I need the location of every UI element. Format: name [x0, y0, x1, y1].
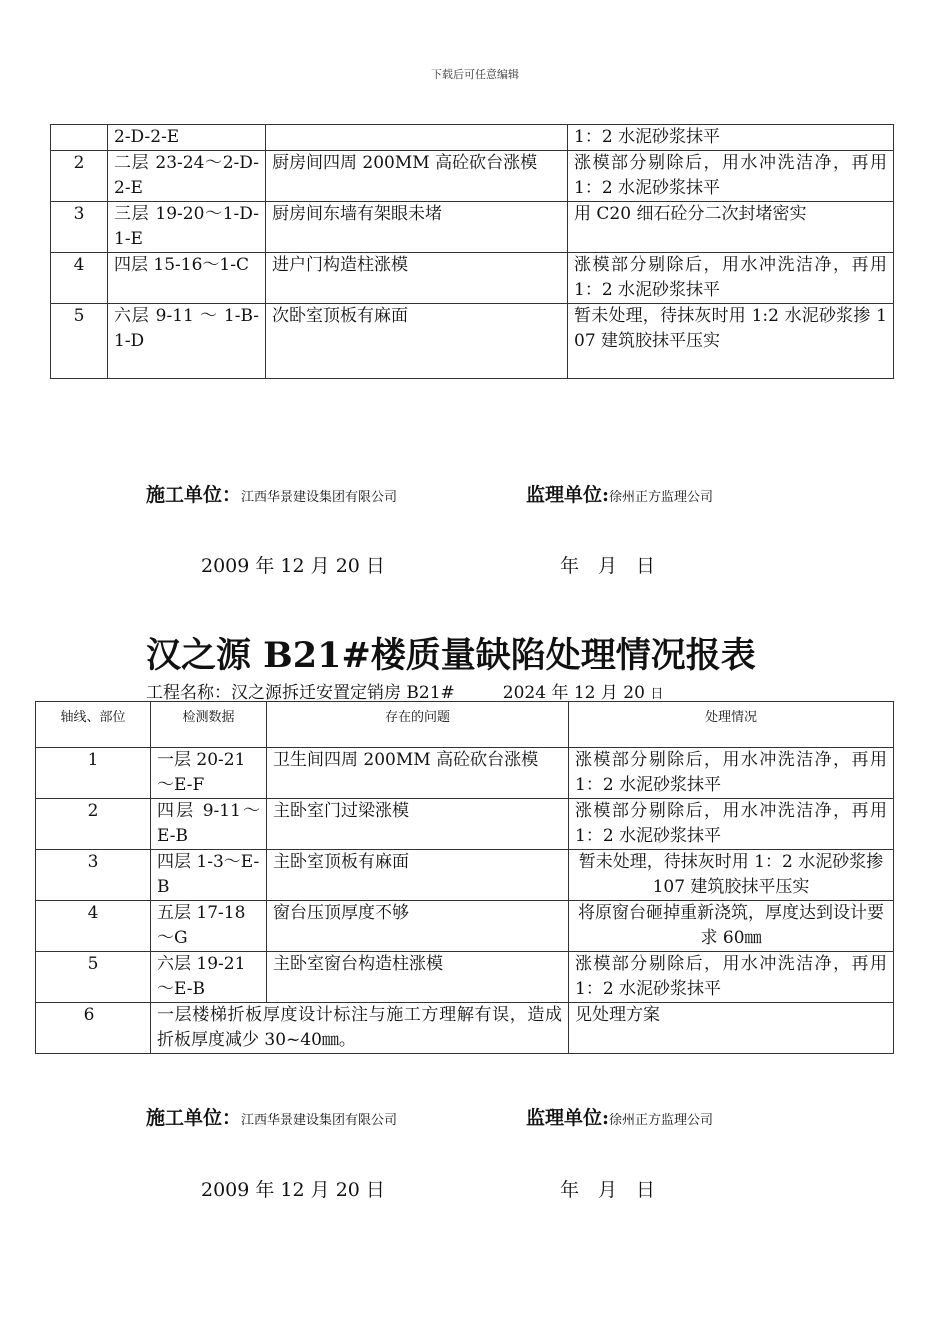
- treatment-cell: 暂未处理，待抹灰时用 1:2 水泥砂浆掺 107 建筑胶抹平压实: [568, 304, 894, 379]
- problem-cell: 主卧室顶板有麻面: [267, 850, 569, 901]
- location-cell: 二层 23-24～2-D-2-E: [108, 151, 266, 202]
- defect-table: [35, 701, 894, 1054]
- treatment-cell: 涨模部分剔除后，用水冲洗洁净，再用 1：2 水泥砂浆抹平: [568, 253, 894, 304]
- table-header-row: [36, 702, 894, 748]
- merged-problem-cell: 一层楼梯折板厚度设计标注与施工方理解有误，造成折板厚度减少 30~40㎜。: [151, 1003, 569, 1054]
- row-number: 2: [51, 151, 108, 202]
- table-row: [36, 901, 894, 952]
- supervision-date: 年 月 日: [560, 555, 656, 577]
- treatment-cell: 1：2 水泥砂浆抹平: [568, 125, 894, 151]
- row-number: 2: [36, 799, 151, 850]
- row-number: 3: [51, 202, 108, 253]
- header-axis: 轴线、部位: [36, 702, 151, 748]
- table-row: [36, 748, 894, 799]
- construction-unit-name: 江西华景建设集团有限公司: [241, 490, 398, 505]
- table-row: [36, 799, 894, 850]
- construction-unit: [146, 1103, 397, 1130]
- supervision-unit-name: 徐州正方监理公司: [609, 1113, 714, 1128]
- treatment-cell: 见处理方案: [569, 1003, 894, 1054]
- construction-unit-label: 施工单位：: [146, 484, 242, 506]
- problem-cell: 主卧室门过梁涨模: [267, 799, 569, 850]
- location-cell: 四层 15-16～1-C: [108, 253, 266, 304]
- construction-unit-label: 施工单位：: [146, 1107, 242, 1129]
- problem-cell: 厨房间东墙有架眼未堵: [266, 202, 568, 253]
- row-number: 5: [51, 304, 108, 379]
- construction-date: 2009 年 12 月 20 日: [201, 1179, 385, 1201]
- location-cell: 五层 17-18～G: [151, 901, 267, 952]
- table-row: [36, 1003, 894, 1054]
- location-cell: 四层 9-11～E-B: [151, 799, 267, 850]
- header-problem: 存在的问题: [267, 702, 569, 748]
- header-inspection: 检测数据: [151, 702, 267, 748]
- problem-cell: 窗台压顶厚度不够: [267, 901, 569, 952]
- row-number: 4: [51, 253, 108, 304]
- header-treatment: 处理情况: [569, 702, 894, 748]
- project-name: 工程名称：汉之源拆迁安置定销房 B21#: [146, 683, 455, 703]
- table-row: [51, 125, 894, 151]
- problem-cell: 主卧室窗台构造柱涨模: [267, 952, 569, 1003]
- construction-unit: [146, 480, 397, 507]
- table-row: [36, 952, 894, 1003]
- defect-table-continued: [50, 124, 894, 379]
- problem-cell: 卫生间四周 200MM 高砼砍台涨模: [267, 748, 569, 799]
- header-note: 下载后可任意编辑: [431, 68, 519, 81]
- supervision-unit: [526, 1103, 713, 1130]
- table-row: [51, 151, 894, 202]
- table-row: [51, 202, 894, 253]
- treatment-cell: 涨模部分剔除后，用水冲洗洁净，再用 1：2 水泥砂浆抹平: [569, 799, 894, 850]
- location-cell: 六层 19-21～E-B: [151, 952, 267, 1003]
- row-number: 3: [36, 850, 151, 901]
- treatment-cell: 用 C20 细石砼分二次封堵密实: [568, 202, 894, 253]
- problem-cell: 次卧室顶板有麻面: [266, 304, 568, 379]
- construction-date: 2009 年 12 月 20 日: [201, 555, 385, 577]
- supervision-unit: [526, 480, 713, 507]
- row-number: 1: [36, 748, 151, 799]
- supervision-unit-label: 监理单位:: [526, 1107, 610, 1129]
- location-cell: 四层 1-3～E-B: [151, 850, 267, 901]
- row-number: 4: [36, 901, 151, 952]
- construction-unit-name: 江西华景建设集团有限公司: [241, 1113, 398, 1128]
- project-date-day: 日: [650, 687, 664, 702]
- project-date: 2024 年 12 月 20: [502, 683, 645, 703]
- supervision-date: 年 月 日: [560, 1179, 656, 1201]
- location-cell: 三层 19-20～1-D-1-E: [108, 202, 266, 253]
- table-row: [36, 850, 894, 901]
- problem-cell: 进户门构造柱涨模: [266, 253, 568, 304]
- treatment-cell: 涨模部分剔除后，用水冲洗洁净，再用 1：2 水泥砂浆抹平: [569, 748, 894, 799]
- location-cell: 一层 20-21～E-F: [151, 748, 267, 799]
- treatment-cell: 涨模部分剔除后，用水冲洗洁净，再用 1：2 水泥砂浆抹平: [569, 952, 894, 1003]
- row-number: [51, 125, 108, 151]
- project-line: [146, 678, 663, 703]
- row-number: 5: [36, 952, 151, 1003]
- table-row: [51, 253, 894, 304]
- treatment-cell: 涨模部分剔除后，用水冲洗洁净，再用 1：2 水泥砂浆抹平: [568, 151, 894, 202]
- problem-cell: [266, 125, 568, 151]
- treatment-cell: 暂未处理，待抹灰时用 1：2 水泥砂浆掺 107 建筑胶抹平压实: [569, 850, 894, 901]
- report-title: 汉之源 B21#楼质量缺陷处理情况报表: [146, 635, 756, 676]
- location-cell: 六层 9-11 ～ 1-B-1-D: [108, 304, 266, 379]
- supervision-unit-name: 徐州正方监理公司: [609, 490, 714, 505]
- treatment-cell: 将原窗台砸掉重新浇筑，厚度达到设计要求 60㎜: [569, 901, 894, 952]
- supervision-unit-label: 监理单位:: [526, 484, 610, 506]
- row-number: 6: [36, 1003, 151, 1054]
- problem-cell: 厨房间四周 200MM 高砼砍台涨模: [266, 151, 568, 202]
- location-cell: 2-D-2-E: [108, 125, 266, 151]
- table-row: [51, 304, 894, 379]
